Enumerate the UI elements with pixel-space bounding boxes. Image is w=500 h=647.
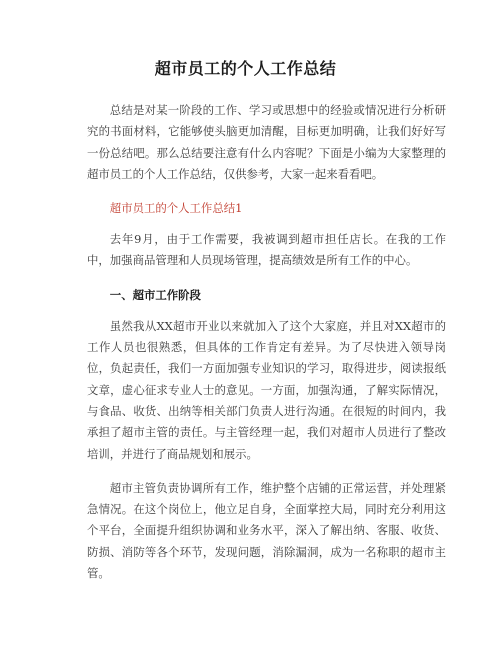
stage-heading: 一、超市工作阶段 xyxy=(109,287,201,302)
intro-paragraph: 总结是对某一阶段的工作、学习或思想中的经验或情况进行分析研究的书面材料，它能够使头脑更加清醒，目标更加明确，让我们好好写一份总结吧。那么总结要注意有什么内容呢？下面是小编为大家整理的超市员工的个人工作总结，仅供参考，大家一起来看看吧。 xyxy=(87,103,446,181)
page-title: 超市员工的个人工作总结 xyxy=(154,59,337,78)
section-title: 超市员工的个人工作总结1 xyxy=(109,201,243,216)
paragraph-3: 超市主管负责协调所有工作，维护整个店铺的正常运营，并处理紧急情况。在这个岗位上，他立足自身，全面掌控大局，同时充分利用这个平台，全面提升组织协调和业务水平，深入了解出纳、客服、收货、防损、消防等各个环节，发现问题，消除漏洞，成为一名称职的超市主管。 xyxy=(87,480,446,581)
paragraph-1: 去年9月，由于工作需要，我被调到超市担任店长。在我的工作中，加强商品管理和人员现场管理，提高绩效是所有工作的中心。 xyxy=(87,232,446,268)
paragraph-2: 虽然我从XX超市开业以来就加入了这个大家庭，并且对XX超市的工作人员也很熟悉，但具体的工作肯定有差异。为了尽快进入领导岗位，负起责任，我们一方面加强专业知识的学习，取得进步，阅读报纸文章，虚心征求专业人士的意见。一方面，加强沟通，了解实际情况，与食品、收货、出纳等相关部门负责人进行沟通。在很短的时间内，我承担了超市主管的责任。与主管经理一起，我们对超市人员进行了整改培训，并进行了商品规划和展示。 xyxy=(87,318,446,461)
